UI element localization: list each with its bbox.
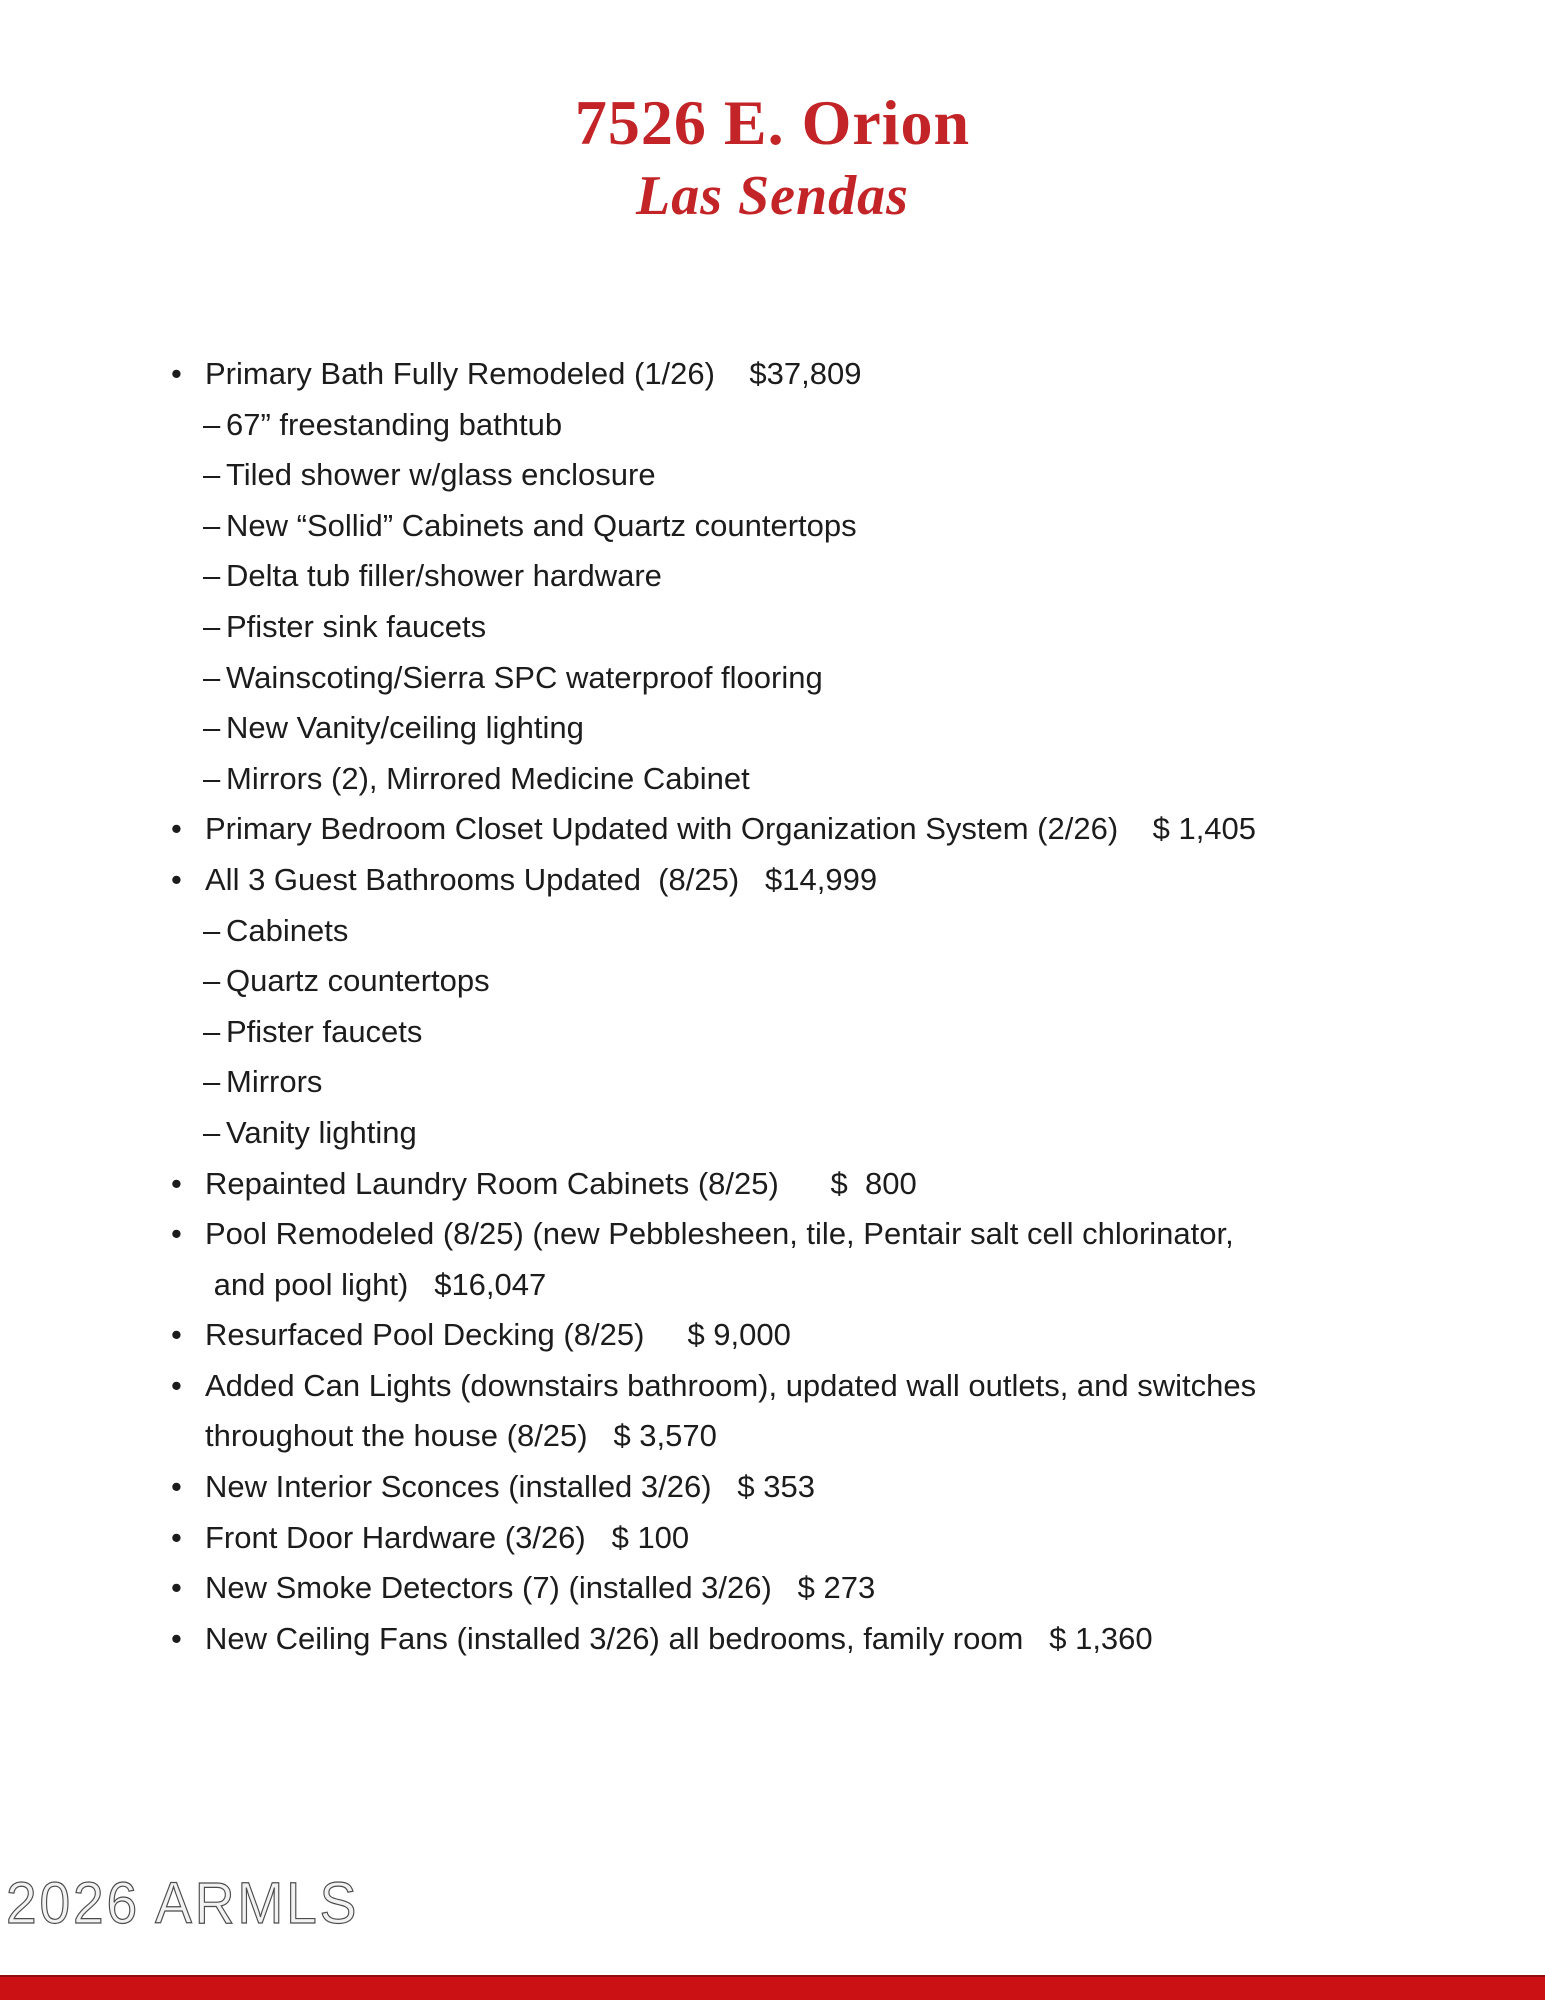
list-item-text: Wainscoting/Sierra SPC waterproof flooring (226, 659, 823, 695)
list-item (171, 1310, 1545, 1361)
list-item-text: Primary Bath Fully Remodeled (1/26) $37,809 (205, 356, 862, 391)
bullet-icon: • (171, 1367, 182, 1403)
list-item (171, 349, 1545, 400)
bullet-icon: • (171, 861, 182, 897)
list-item-text: Front Door Hardware (3/26) $ 100 (205, 1519, 690, 1555)
list-item (171, 1614, 1545, 1665)
dash-marker: – (203, 608, 221, 644)
list-item-text: Mirrors (226, 1064, 323, 1100)
list-item-text: Repainted Laundry Room Cabinets (8/25) $ 800 (205, 1165, 917, 1201)
list-item (171, 1361, 1545, 1412)
list-item (203, 551, 1545, 602)
list-item-text: New “Sollid” Cabinets and Quartz countertops (226, 507, 857, 543)
dash-marker: – (203, 406, 221, 442)
bullet-icon: • (171, 1165, 182, 1201)
page-title: 7526 E. Orion (574, 87, 971, 158)
list-item-text: Primary Bedroom Closet Updated with Organization System (2/26) $ 1,405 (205, 811, 1257, 847)
list-item (203, 400, 1545, 451)
list-item (171, 1462, 1545, 1513)
list-item-text: Pfister sink faucets (226, 608, 487, 644)
dash-marker: – (203, 1114, 221, 1150)
dash-marker: – (203, 963, 221, 999)
bullet-icon: • (171, 811, 182, 847)
list-item-text: Pool Remodeled (8/25) (new Pebblesheen, tile, Pentair salt cell chlorinator, (205, 1216, 1234, 1252)
list-item-text: New Vanity/ceiling lighting (226, 710, 584, 746)
dash-marker: – (203, 507, 221, 543)
dash-marker: – (203, 912, 221, 948)
list-item-text: Mirrors (2), Mirrored Medicine Cabinet (226, 760, 750, 796)
list-item (205, 1411, 1545, 1462)
dash-marker: – (203, 1013, 221, 1049)
dash-marker: – (203, 760, 221, 796)
dash-marker: – (203, 659, 221, 695)
list-item (203, 653, 1545, 704)
dash-marker: – (203, 710, 221, 746)
list-item-text: Pfister faucets (226, 1013, 423, 1049)
list-item (203, 1108, 1545, 1159)
list-item-text: Added Can Lights (downstairs bathroom), updated wall outlets, and switches (205, 1367, 1257, 1403)
dash-marker: – (203, 558, 221, 594)
bullet-icon: • (171, 1620, 182, 1656)
list-item-text: Resurfaced Pool Decking (8/25) $ 9,000 (205, 1317, 791, 1353)
dash-marker: – (203, 1064, 221, 1100)
list-item (171, 1563, 1545, 1614)
bullet-icon: • (171, 1216, 182, 1252)
list-item (171, 855, 1545, 906)
list-item-text: New Ceiling Fans (installed 3/26) all bedrooms, family room $ 1,360 (205, 1620, 1153, 1656)
list-item (203, 906, 1545, 957)
list-item-text: Delta tub filler/shower hardware (226, 558, 662, 594)
bullet-icon: • (171, 1570, 182, 1606)
list-item-text: throughout the house (8/25) $ 3,570 (205, 1418, 717, 1454)
list-item-text: Cabinets (226, 912, 349, 948)
list-item (171, 1513, 1545, 1564)
list-item-text: New Interior Sconces (installed 3/26) $ 353 (205, 1469, 815, 1505)
list-item (203, 1007, 1545, 1058)
list-item-text: All 3 Guest Bathrooms Updated (8/25) $14,999 (205, 861, 878, 897)
bullet-icon: • (171, 1317, 182, 1353)
bullet-icon: • (171, 1469, 182, 1505)
list-item-text: and pool light) $16,047 (205, 1266, 547, 1302)
armls-watermark: 2026 ARMLS (6, 1871, 360, 1936)
list-item (203, 754, 1545, 805)
list-item (203, 956, 1545, 1007)
footer-red-bar (0, 1975, 1545, 2000)
page-subtitle: Las Sendas (636, 165, 909, 227)
list-item (203, 1057, 1545, 1108)
list-item (205, 1260, 1545, 1311)
list-item-text: New Smoke Detectors (7) (installed 3/26) $ 273 (205, 1570, 876, 1606)
list-item-text: Tiled shower w/glass enclosure (226, 457, 656, 493)
list-item (203, 703, 1545, 754)
list-item-text: 67” freestanding bathtub (226, 406, 563, 442)
flyer-header (0, 0, 1545, 226)
list-item-text: Quartz countertops (226, 963, 490, 999)
list-item (171, 1159, 1545, 1210)
list-item (203, 450, 1545, 501)
list-item (203, 501, 1545, 552)
list-item (203, 602, 1545, 653)
bullet-icon: • (171, 1519, 182, 1555)
dash-marker: – (203, 457, 221, 493)
upgrade-list (171, 349, 1545, 1664)
list-item-text: Vanity lighting (226, 1114, 417, 1150)
list-item (171, 804, 1545, 855)
list-item (171, 1209, 1545, 1260)
bullet-icon: • (171, 356, 182, 391)
